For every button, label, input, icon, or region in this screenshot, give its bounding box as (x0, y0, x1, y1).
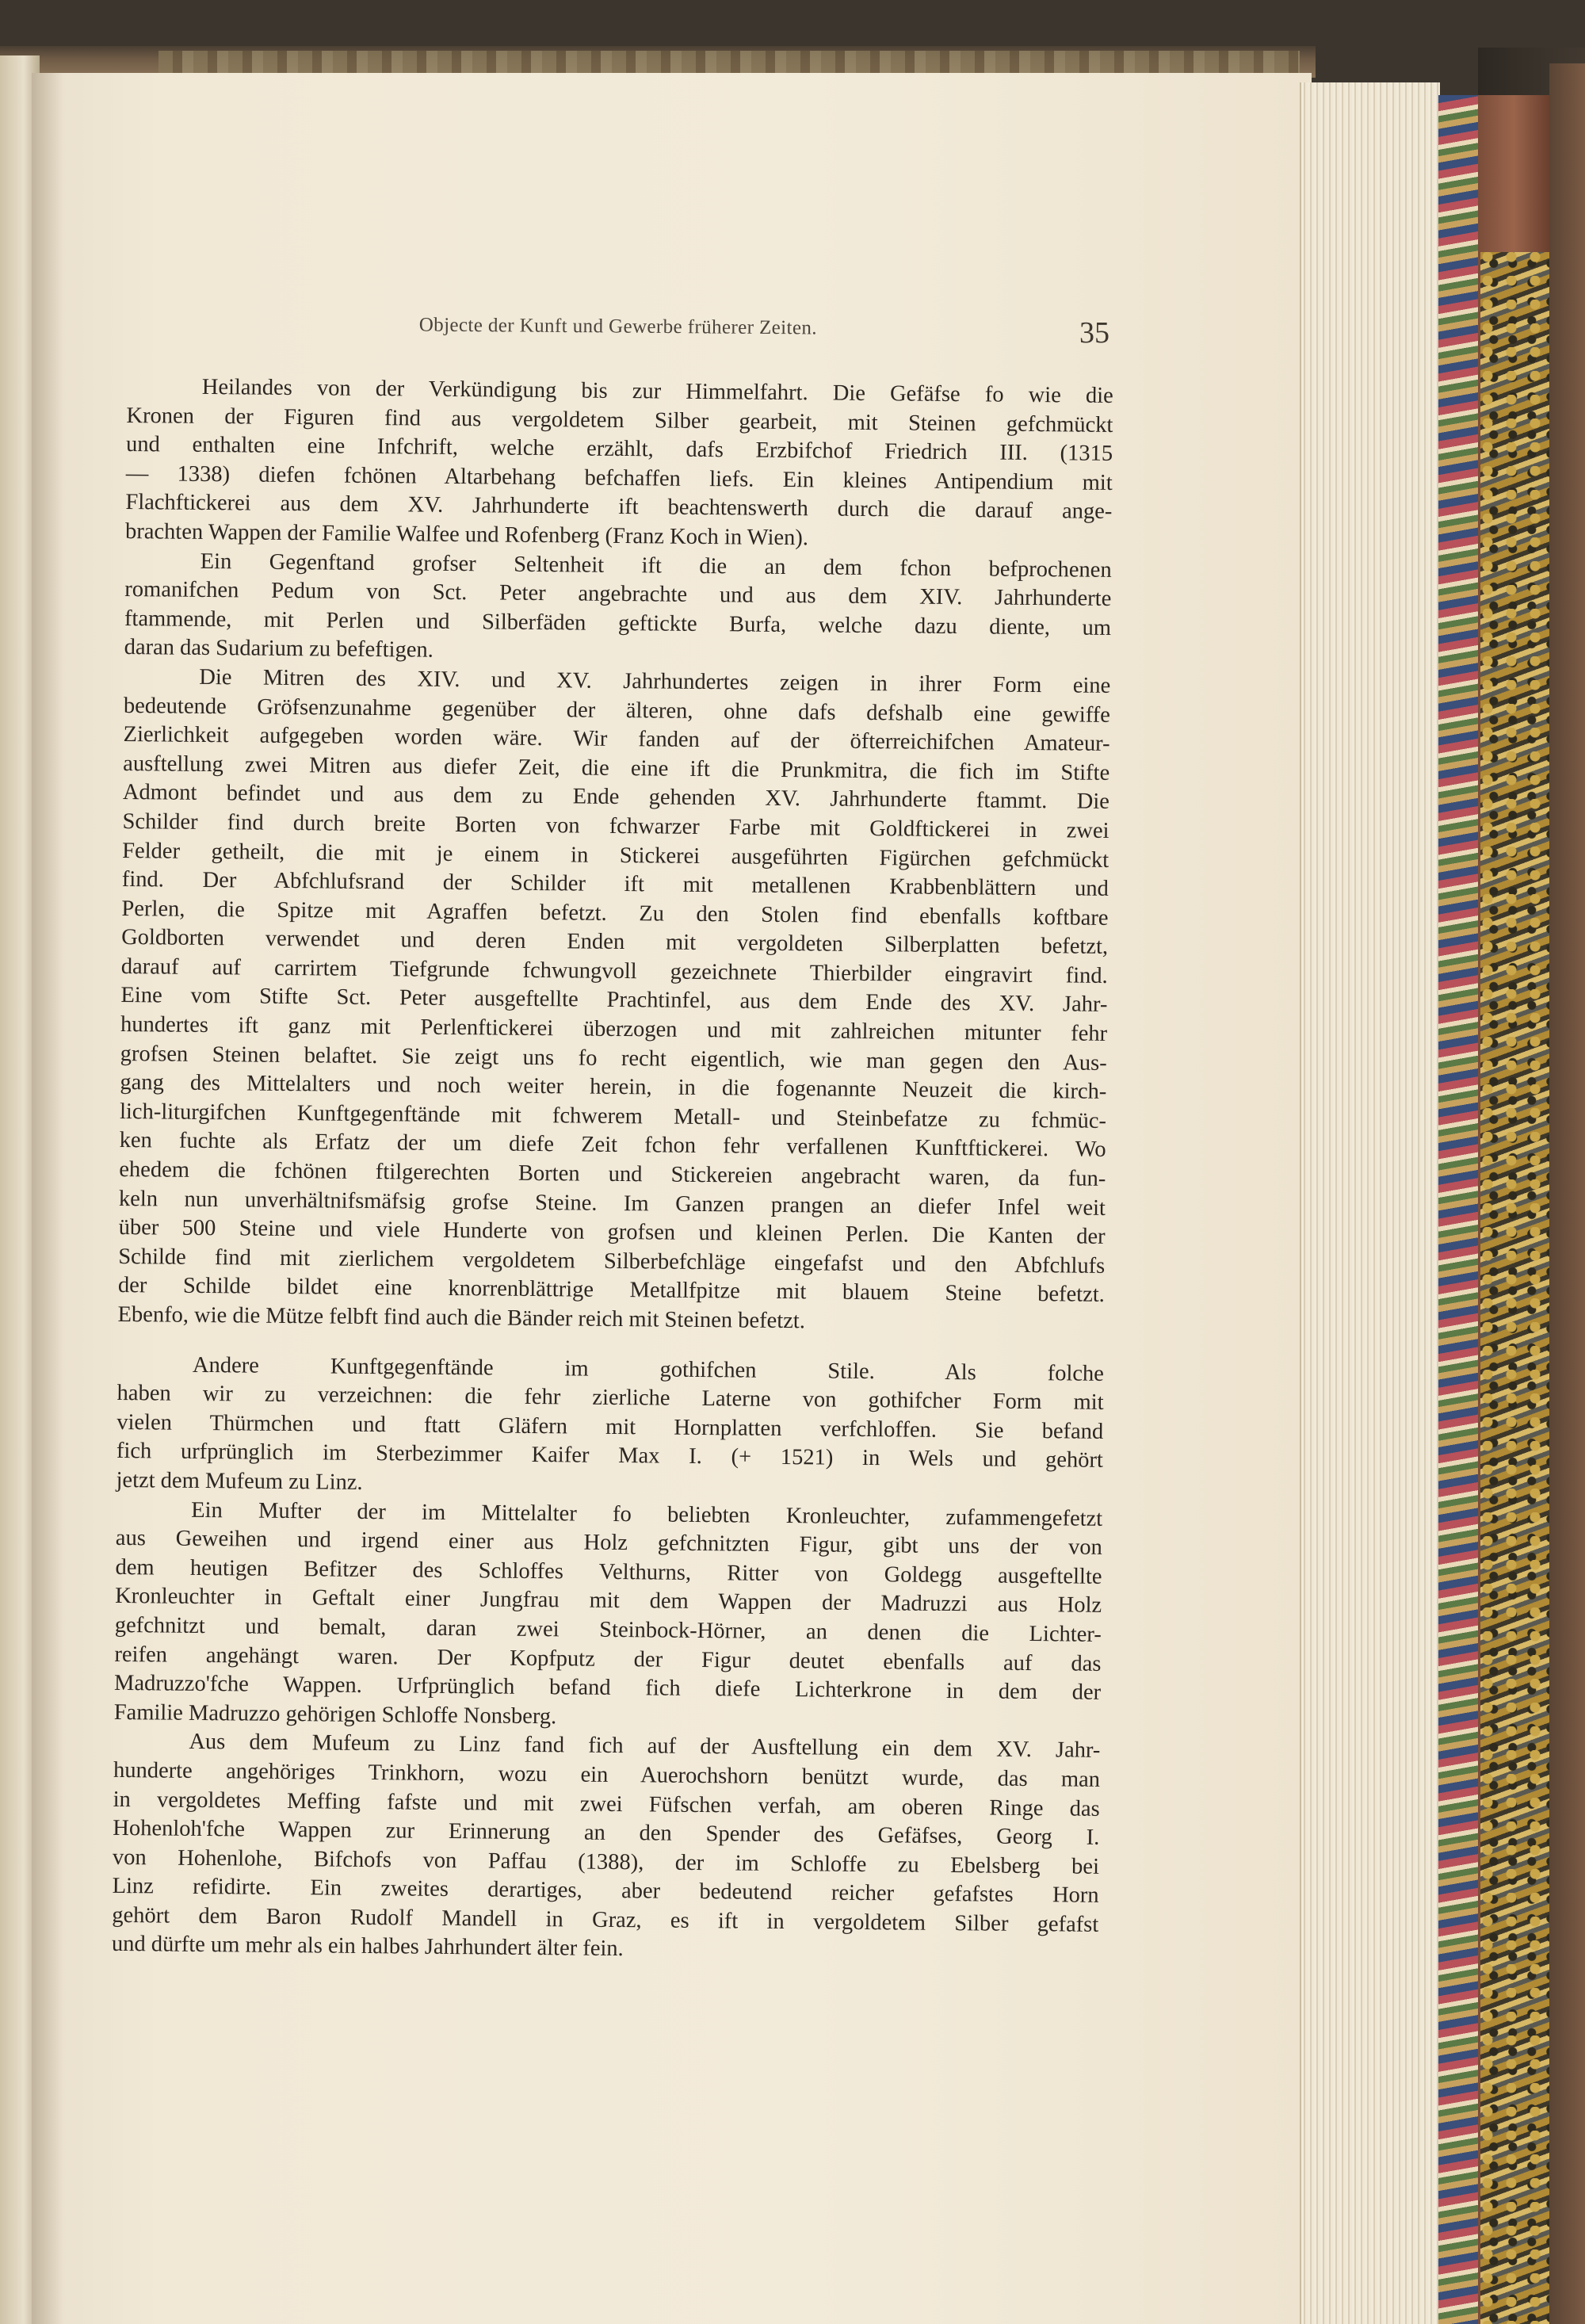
text-line: bedeutende Gröfsenzunahme gegenüber der älteren, ohne dafs defshalb eine gewiffe (123, 693, 1111, 728)
page-fore-edge (1300, 82, 1440, 2324)
text-line: Linz refidirte. Ein zweites derartiges, aber bedeutend reicher gefafstes Horn (112, 1874, 1099, 1909)
text-line: von Hohenlohe, Bifchofs von Paffau (1388), der im Schloffe zu Ebelsberg bei (112, 1844, 1100, 1879)
text-line: Heilandes von der Verkündigung bis zur Himmelfahrt. Die Gefäfse fo wie die (201, 374, 1113, 408)
text-line: Flachftickerei aus dem XV. Jahrhunderte ift beachtenswerth durch die darauf ange- (125, 490, 1113, 525)
book-cover-board (1549, 63, 1585, 2324)
text-line: in vergoldetes Meffing fafste und mit zwei Füfschen verfah, am oberen Ringe das (113, 1787, 1100, 1821)
paragraph (116, 1351, 1104, 1505)
text-line: Hohenloh'fche Wappen zur Erinnerung an den Spender des Gefäfses, Georg I. (113, 1816, 1100, 1850)
text-line: über 500 Steine und viele Hunderte von grofsen und kleinen Perlen. Die Kanten der (118, 1215, 1106, 1250)
text-line: ehedem die fchönen ftilgerechten Borten und Stickereien angebracht waren, da fun- (119, 1156, 1106, 1191)
cover-pattern (158, 51, 1300, 75)
page-number: 35 (1079, 316, 1110, 350)
text-line: hunderte angehöriges Trinkhorn, wozu ein Auerochshorn benützt wurde, das man (113, 1757, 1101, 1792)
text-line: Kronen der Figuren find aus vergoldetem Silber gearbeit, mit Steinen gefchmückt (126, 403, 1113, 438)
text-line: — 1338) diefen fchönen Altarbehang befchaffen liefs. Ein kleines Antipendium mit (125, 461, 1113, 495)
text-line: Madruzzo'fche Wappen. Urfprünglich befand fich diefe Lichterkrone in dem der (113, 1671, 1102, 1705)
text-line: reifen angehängt waren. Der Kopfputz der Figur deutet ebenfalls auf das (114, 1642, 1102, 1676)
text-line: Familie Madruzzo gehörigen Schloffe Nonsberg. (113, 1699, 557, 1730)
text-line: Die Mitren des XIV. und XV. Jahrhundertes zeigen in ihrer Form eine (199, 664, 1111, 698)
text-line: haben wir zu verzeichnen: die fehr zierliche Laterne von gothifcher Form mit (116, 1381, 1104, 1416)
text-line: Admont befindet und aus dem zu Ende gehenden XV. Jahrhunderte ftammt. Die (122, 780, 1110, 815)
text-line: fich urfprünglich im Sterbezimmer Kaifer Max I. (+ 1521) in Wels und gehört (116, 1439, 1104, 1474)
text-line: gehört dem Baron Rudolf Mandell in Graz, es ift in vergoldetem Silber gefafst (112, 1902, 1099, 1937)
text-line: Ebenfo, wie die Mütze felbft find auch die Bänder reich mit Steinen befetzt. (117, 1302, 806, 1334)
text-line: Zierlichkeit aufgegeben worden wäre. Wir fanden auf der öfterreichifchen Amateur- (123, 722, 1110, 757)
paragraph (114, 1495, 1103, 1737)
text-line: darauf auf carrirtem Tiefgrunde fchwungvoll gezeichnete Thierbilder eingravirt find. (120, 954, 1108, 988)
text-line: gefchnitzt und bemalt, daran zwei Steinbock-Hörner, an denen die Lichter- (114, 1612, 1102, 1647)
text-line: Schilder find durch breite Borten von fchwarzer Farbe mit Goldftickerei in zwei (122, 808, 1110, 843)
text-line: hundertes ift ganz mit Perlenftickerei überzogen und mit zahlreichen mitunter fehr (120, 1012, 1108, 1046)
text-line: keln nun unverhältnifsmäfsig grofse Steine. Im Ganzen prangen an diefer Infel weit (118, 1186, 1106, 1221)
text-line: ftammende, mit Perlen und Silberfäden geftickte Burfa, welche dazu diente, um (124, 606, 1112, 640)
text-line: ken fuchte als Erfatz der um diefe Zeit fchon fehr verfallenen Kunftftickerei. Wo (119, 1128, 1106, 1163)
text-line: Schilde find mit zierlichem vergoldetem Silberbefchläge eingefafst und den Abfchlufs (118, 1244, 1106, 1279)
text-line: grofsen Steinen belaftet. Sie zeigt uns fo recht eigentlich, wie man gegen den Aus- (120, 1041, 1107, 1076)
text-line: der Schilde bildet eine knorrenblättrige Metallfpitze mit blauem Steine befetzt. (117, 1273, 1106, 1308)
text-line: gang des Mittelalters und noch weiter herein, in die fogenannte Neuzeit die kirch- (120, 1070, 1107, 1105)
text-line: lich-liturgifchen Kunftgegenftände mit fchwerem Metall- und Steinbefatze zu fchmüc- (119, 1099, 1107, 1133)
text-line: Andere Kunftgegenftände im gothifchen Stile. Als folche (192, 1352, 1105, 1386)
book-cover-marble-paper (1480, 252, 1550, 2324)
paragraph (112, 1727, 1101, 1969)
text-line: aus Geweihen und irgend einer aus Holz gefchnitzten Figur, gibt uns der von (115, 1526, 1102, 1561)
text-line: Perlen, die Spitze mit Agraffen befetzt. Zu den Stolen find ebenfalls koftbare (121, 896, 1109, 931)
text-line: dem heutigen Befitzer des Schloffes Velthurns, Ritter von Goldegg ausgeftellte (115, 1554, 1102, 1589)
text-line: und dürfte um mehr als ein halbes Jahrhundert älter fein. (111, 1932, 624, 1962)
text-line: Kronleuchter in Geftalt einer Jungfrau mit dem Wappen der Madruzzi aus Holz (115, 1584, 1102, 1619)
text-line: find. Der Abfchlufsrand der Schilder ift mit metallenen Krabbenblättern und (121, 867, 1109, 902)
page-gutter-shadow (32, 73, 63, 2324)
text-line: Goldborten verwendet und deren Enden mit vergoldeten Silberplatten befetzt, (121, 925, 1109, 960)
paragraph (117, 663, 1110, 1340)
text-line: ausftellung zwei Mitren aus diefer Zeit, die eine ift die Prunkmitra, die fich im Stifte (123, 751, 1110, 785)
running-head: Objecte der Kunft und Gewerbe früherer Zeiten. (418, 314, 818, 339)
text-line: Aus dem Mufeum zu Linz fand fich auf der Ausftellung ein dem XV. Jahr- (189, 1730, 1101, 1764)
body-text (112, 373, 1113, 1969)
text-line: brachten Wappen der Familie Walfee und Rofenberg (Franz Koch in Wien). (124, 518, 809, 551)
paragraph (124, 547, 1111, 672)
marbled-edge (1438, 95, 1478, 2324)
text-line: Ein Gegenftand grofser Seltenheit ift die an dem fchon befprochenen (200, 549, 1112, 583)
text-line: Ein Mufter der im Mittelalter fo beliebten Kronleuchter, zufammengefetzt (191, 1497, 1103, 1531)
text-line: jetzt dem Mufeum zu Linz. (116, 1467, 363, 1495)
text-line: vielen Thürmchen und ftatt Gläfern mit Hornplatten verfchloffen. Sie befand (116, 1409, 1104, 1444)
text-line: daran das Sudarium zu befeftigen. (124, 635, 433, 663)
text-line: Eine vom Stifte Sct. Peter ausgeftellte Prachtinfel, aus dem Ende des XV. Jahr- (120, 983, 1108, 1018)
text-line: und enthalten eine Infchrift, welche erzählt, dafs Erzbifchof Friedrich III. (1315 (125, 432, 1113, 467)
text-line: romanifchen Pedum von Sct. Peter angebrachte und aus dem XIV. Jahrhunderte (124, 577, 1112, 612)
paragraph (125, 373, 1113, 556)
text-line: Felder getheilt, die mit je einem in Stickerei ausgeführten Figürchen gefchmückt (122, 838, 1110, 873)
